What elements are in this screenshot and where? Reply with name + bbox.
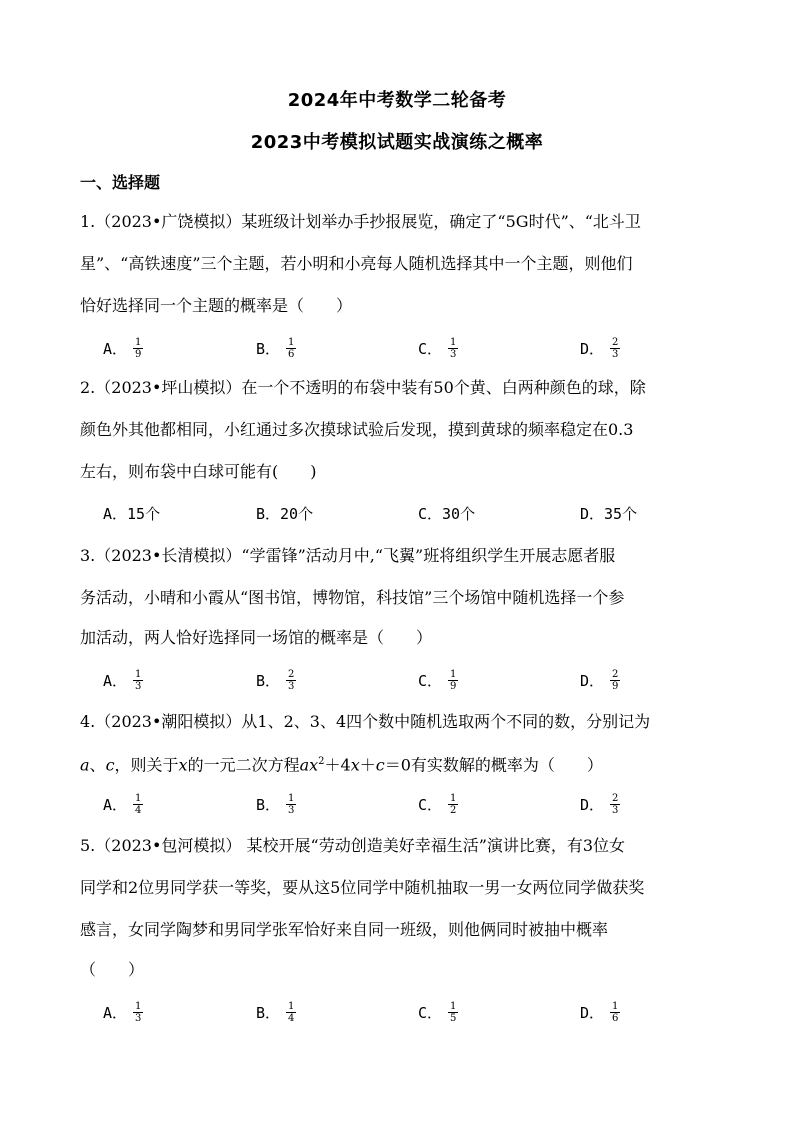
question-2-option-b[interactable] xyxy=(256,504,313,524)
question-2-line-1: 2.（2023•坪山模拟）在一个不透明的布袋中装有50个黄、白两种颜色的球，除 xyxy=(80,378,646,397)
question-1-option-a[interactable] xyxy=(103,338,143,361)
question-5-line-4: （ ） xyxy=(80,960,145,979)
option-label: C． xyxy=(418,505,443,523)
option-label: B． xyxy=(256,505,281,523)
option-text: 30个 xyxy=(442,505,476,523)
fraction: $\frac{1}{2}$ xyxy=(450,793,457,816)
question-2-option-d[interactable] xyxy=(580,504,637,524)
question-3-line-3: 加活动，两人恰好选择同一场馆的概率是（ ） xyxy=(80,628,433,647)
fraction: $\frac{1}{3}$ xyxy=(288,793,295,816)
question-4-option-b[interactable] xyxy=(256,794,296,817)
fraction: $\frac{2}{3}$ xyxy=(612,337,619,360)
option-label: A． xyxy=(103,340,128,358)
option-label: B． xyxy=(256,1004,281,1022)
question-3-option-c[interactable] xyxy=(418,670,458,693)
question-2-line-2: 颜色外其他都相同，小红通过多次摸球试验后发现，摸到黄球的频率稳定在0.3 xyxy=(80,420,634,439)
question-3-line-1: 3.（2023•长清模拟）“学雷锋”活动月中,“飞翼”班将组织学生开展志愿者服 xyxy=(80,546,616,565)
fraction: $\frac{2}{3}$ xyxy=(288,669,295,692)
option-label: D． xyxy=(580,505,605,523)
question-5-line-2: 同学和2位男同学获一等奖，要从这5位同学中随机抽取一男一女两位同学做获奖 xyxy=(80,878,645,897)
fraction: $\frac{1}{4}$ xyxy=(288,1001,295,1024)
question-4-option-a[interactable] xyxy=(103,794,143,817)
question-4-line-2: a、c，则关于x的一元二次方程$ax^2+4x+c=0$有实数解的概率为（ ） xyxy=(80,755,603,775)
question-3-option-a[interactable] xyxy=(103,670,143,693)
question-3-option-d[interactable] xyxy=(580,670,620,693)
option-text: 35个 xyxy=(604,505,638,523)
question-4-option-c[interactable] xyxy=(418,794,458,817)
question-5-line-1: 5.（2023•包河模拟） 某校开展“劳动创造美好幸福生活”演讲比赛，有3位女 xyxy=(80,836,626,855)
option-label: C． xyxy=(418,1004,443,1022)
fraction: $\frac{1}{3}$ xyxy=(450,337,457,360)
option-label: A． xyxy=(103,505,128,523)
fraction: $\frac{1}{4}$ xyxy=(135,793,142,816)
fraction: $\frac{1}{3}$ xyxy=(135,669,142,692)
question-2-line-3: 左右，则布袋中白球可能有( ) xyxy=(80,462,317,481)
option-label: C． xyxy=(418,672,443,690)
question-2-option-c[interactable] xyxy=(418,504,475,524)
option-label: A． xyxy=(103,796,128,814)
option-label: D． xyxy=(580,340,605,358)
question-3-line-2: 务活动，小晴和小霞从“图书馆，博物馆，科技馆”三个场馆中随机选择一个参 xyxy=(80,588,625,607)
question-1-option-d[interactable] xyxy=(580,338,620,361)
fraction: $\frac{1}{3}$ xyxy=(135,1001,142,1024)
question-5-option-a[interactable] xyxy=(103,1002,143,1025)
fraction: $\frac{1}{5}$ xyxy=(450,1001,457,1024)
option-label: A． xyxy=(103,1004,128,1022)
question-1-line-3: 恰好选择同一个主题的概率是（ ） xyxy=(80,296,353,315)
option-label: D． xyxy=(580,672,605,690)
question-2-option-a[interactable] xyxy=(103,504,160,524)
question-1-option-b[interactable] xyxy=(256,338,296,361)
question-5-line-3: 感言，女同学陶梦和男同学张军恰好来自同一班级，则他俩同时被抽中概率 xyxy=(80,920,609,939)
option-label: D． xyxy=(580,1004,605,1022)
option-text: 20个 xyxy=(280,505,314,523)
fraction: $\frac{1}{6}$ xyxy=(612,1001,619,1024)
question-1-line-2: 星”、“高铁速度”三个主题，若小明和小亮每人随机选择其中一个主题，则他们 xyxy=(80,254,633,273)
question-1-line-1: 1.（2023•广饶模拟）某班级计划举办手抄报展览，确定了“5G时代”、“北斗卫 xyxy=(80,212,641,231)
question-4-line-1: 4.（2023•潮阳模拟）从1、2、3、4四个数中随机选取两个不同的数，分别记为 xyxy=(80,712,651,731)
section-heading: 一、选择题 xyxy=(80,173,161,192)
option-label: B． xyxy=(256,796,281,814)
option-label: C． xyxy=(418,796,443,814)
fraction: $\frac{2}{9}$ xyxy=(612,669,619,692)
page-title: 2024年中考数学二轮备考 xyxy=(287,90,507,111)
option-label: B． xyxy=(256,672,281,690)
question-5-option-b[interactable] xyxy=(256,1002,296,1025)
option-label: B． xyxy=(256,340,281,358)
option-label: D． xyxy=(580,796,605,814)
option-label: C． xyxy=(418,340,443,358)
option-text: 15个 xyxy=(127,505,161,523)
fraction: $\frac{2}{3}$ xyxy=(612,793,619,816)
option-label: A． xyxy=(103,672,128,690)
question-5-option-d[interactable] xyxy=(580,1002,620,1025)
fraction: $\frac{1}{9}$ xyxy=(135,337,142,360)
fraction: $\frac{1}{6}$ xyxy=(288,337,295,360)
question-5-option-c[interactable] xyxy=(418,1002,458,1025)
question-1-option-c[interactable] xyxy=(418,338,458,361)
question-3-option-b[interactable] xyxy=(256,670,296,693)
page-subtitle: 2023中考模拟试题实战演练之概率 xyxy=(250,132,544,153)
question-4-option-d[interactable] xyxy=(580,794,620,817)
fraction: $\frac{1}{9}$ xyxy=(450,669,457,692)
